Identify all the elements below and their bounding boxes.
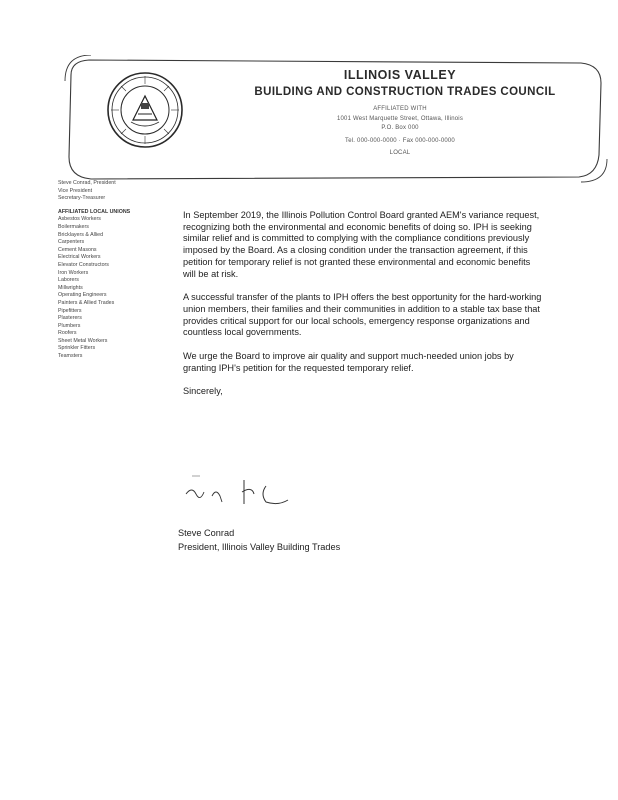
- affiliates-header: AFFILIATED LOCAL UNIONS: [58, 208, 131, 215]
- paragraph-3: We urge the Board to improve air quality and support much-needed union jobs by granting IPH's petition for the requested temporary relief.: [183, 351, 514, 373]
- affiliate-item: Teamsters: [58, 353, 83, 360]
- org-name-line2: BUILDING AND CONSTRUCTION TRADES COUNCIL: [254, 86, 556, 98]
- affiliate-item: Operating Engineers: [58, 292, 107, 299]
- affiliate-item: Pipefitters: [58, 307, 82, 314]
- paragraph-1: In September 2019, the Illinois Pollution Control Board granted AEM's variance request, recognizing both the environmental and economic benefits of doing so. IPH is seeking similar relief and is committed to complying with the compliance conditions previously imposed by the Board. As a closing condition under the transaction agreement, if this petition for temporary relief is not granted these environmental and economic benefits will be at risk.: [183, 210, 540, 279]
- phone-line: Tel. 000-000-0000 · Fax 000-000-0000: [345, 138, 455, 144]
- address-line: 1001 West Marquette Street, Ottawa, Illinois: [336, 116, 464, 122]
- city-line: P.O. Box 000: [381, 125, 419, 131]
- affiliate-item: Carpenters: [58, 239, 85, 246]
- affiliation-line: AFFILIATED WITH: [373, 106, 427, 112]
- officer-item: Steve Conrad, President: [58, 180, 116, 186]
- officers-list: [58, 180, 170, 203]
- affiliate-item: Elevator Constructors: [58, 261, 109, 268]
- closing: Sincerely,: [183, 386, 223, 397]
- affiliate-item: Iron Workers: [58, 269, 89, 276]
- signer-name: Steve Conrad: [178, 528, 235, 538]
- paragraph-2: A successful transfer of the plants to IPH offers the best opportunity for the hard-working union members, their families and their communities in addition to a stable tax base that provides critical support for our local schools, emergency response organizations and countless local governments.: [183, 292, 542, 338]
- affiliate-item: Plumbers: [58, 322, 81, 329]
- officer-item: Secretary-Treasurer: [58, 195, 106, 202]
- affiliate-item: Sheet Metal Workers: [58, 337, 108, 344]
- affiliate-item: Sprinkler Fitters: [58, 345, 96, 352]
- signer-title: President, Illinois Valley Building Trades: [178, 542, 341, 552]
- affiliate-item: Roofers: [58, 330, 77, 337]
- officer-item: Vice President: [58, 187, 93, 194]
- affiliate-item: Asbestos Workers: [58, 216, 101, 223]
- affiliate-item: Cement Masons: [58, 246, 97, 253]
- affiliate-item: Electrical Workers: [58, 254, 101, 261]
- org-name-line1: ILLINOIS VALLEY: [343, 68, 457, 82]
- affiliate-item: Boilermakers: [58, 223, 89, 230]
- affiliate-item: Millwrights: [58, 284, 83, 291]
- sidebar-roster: [58, 180, 170, 361]
- handwritten-signature: [182, 472, 302, 512]
- affiliate-item: Laborers: [58, 277, 79, 284]
- affiliate-item: Painters & Allied Trades: [58, 299, 115, 306]
- affiliate-item: Bricklayers & Allied: [58, 231, 104, 238]
- affiliates-list: [58, 216, 170, 360]
- union-bug: LOCAL: [389, 150, 411, 156]
- letter-body: [183, 210, 543, 410]
- union-seal-logo: [105, 70, 185, 150]
- affiliate-item: Plasterers: [58, 315, 82, 322]
